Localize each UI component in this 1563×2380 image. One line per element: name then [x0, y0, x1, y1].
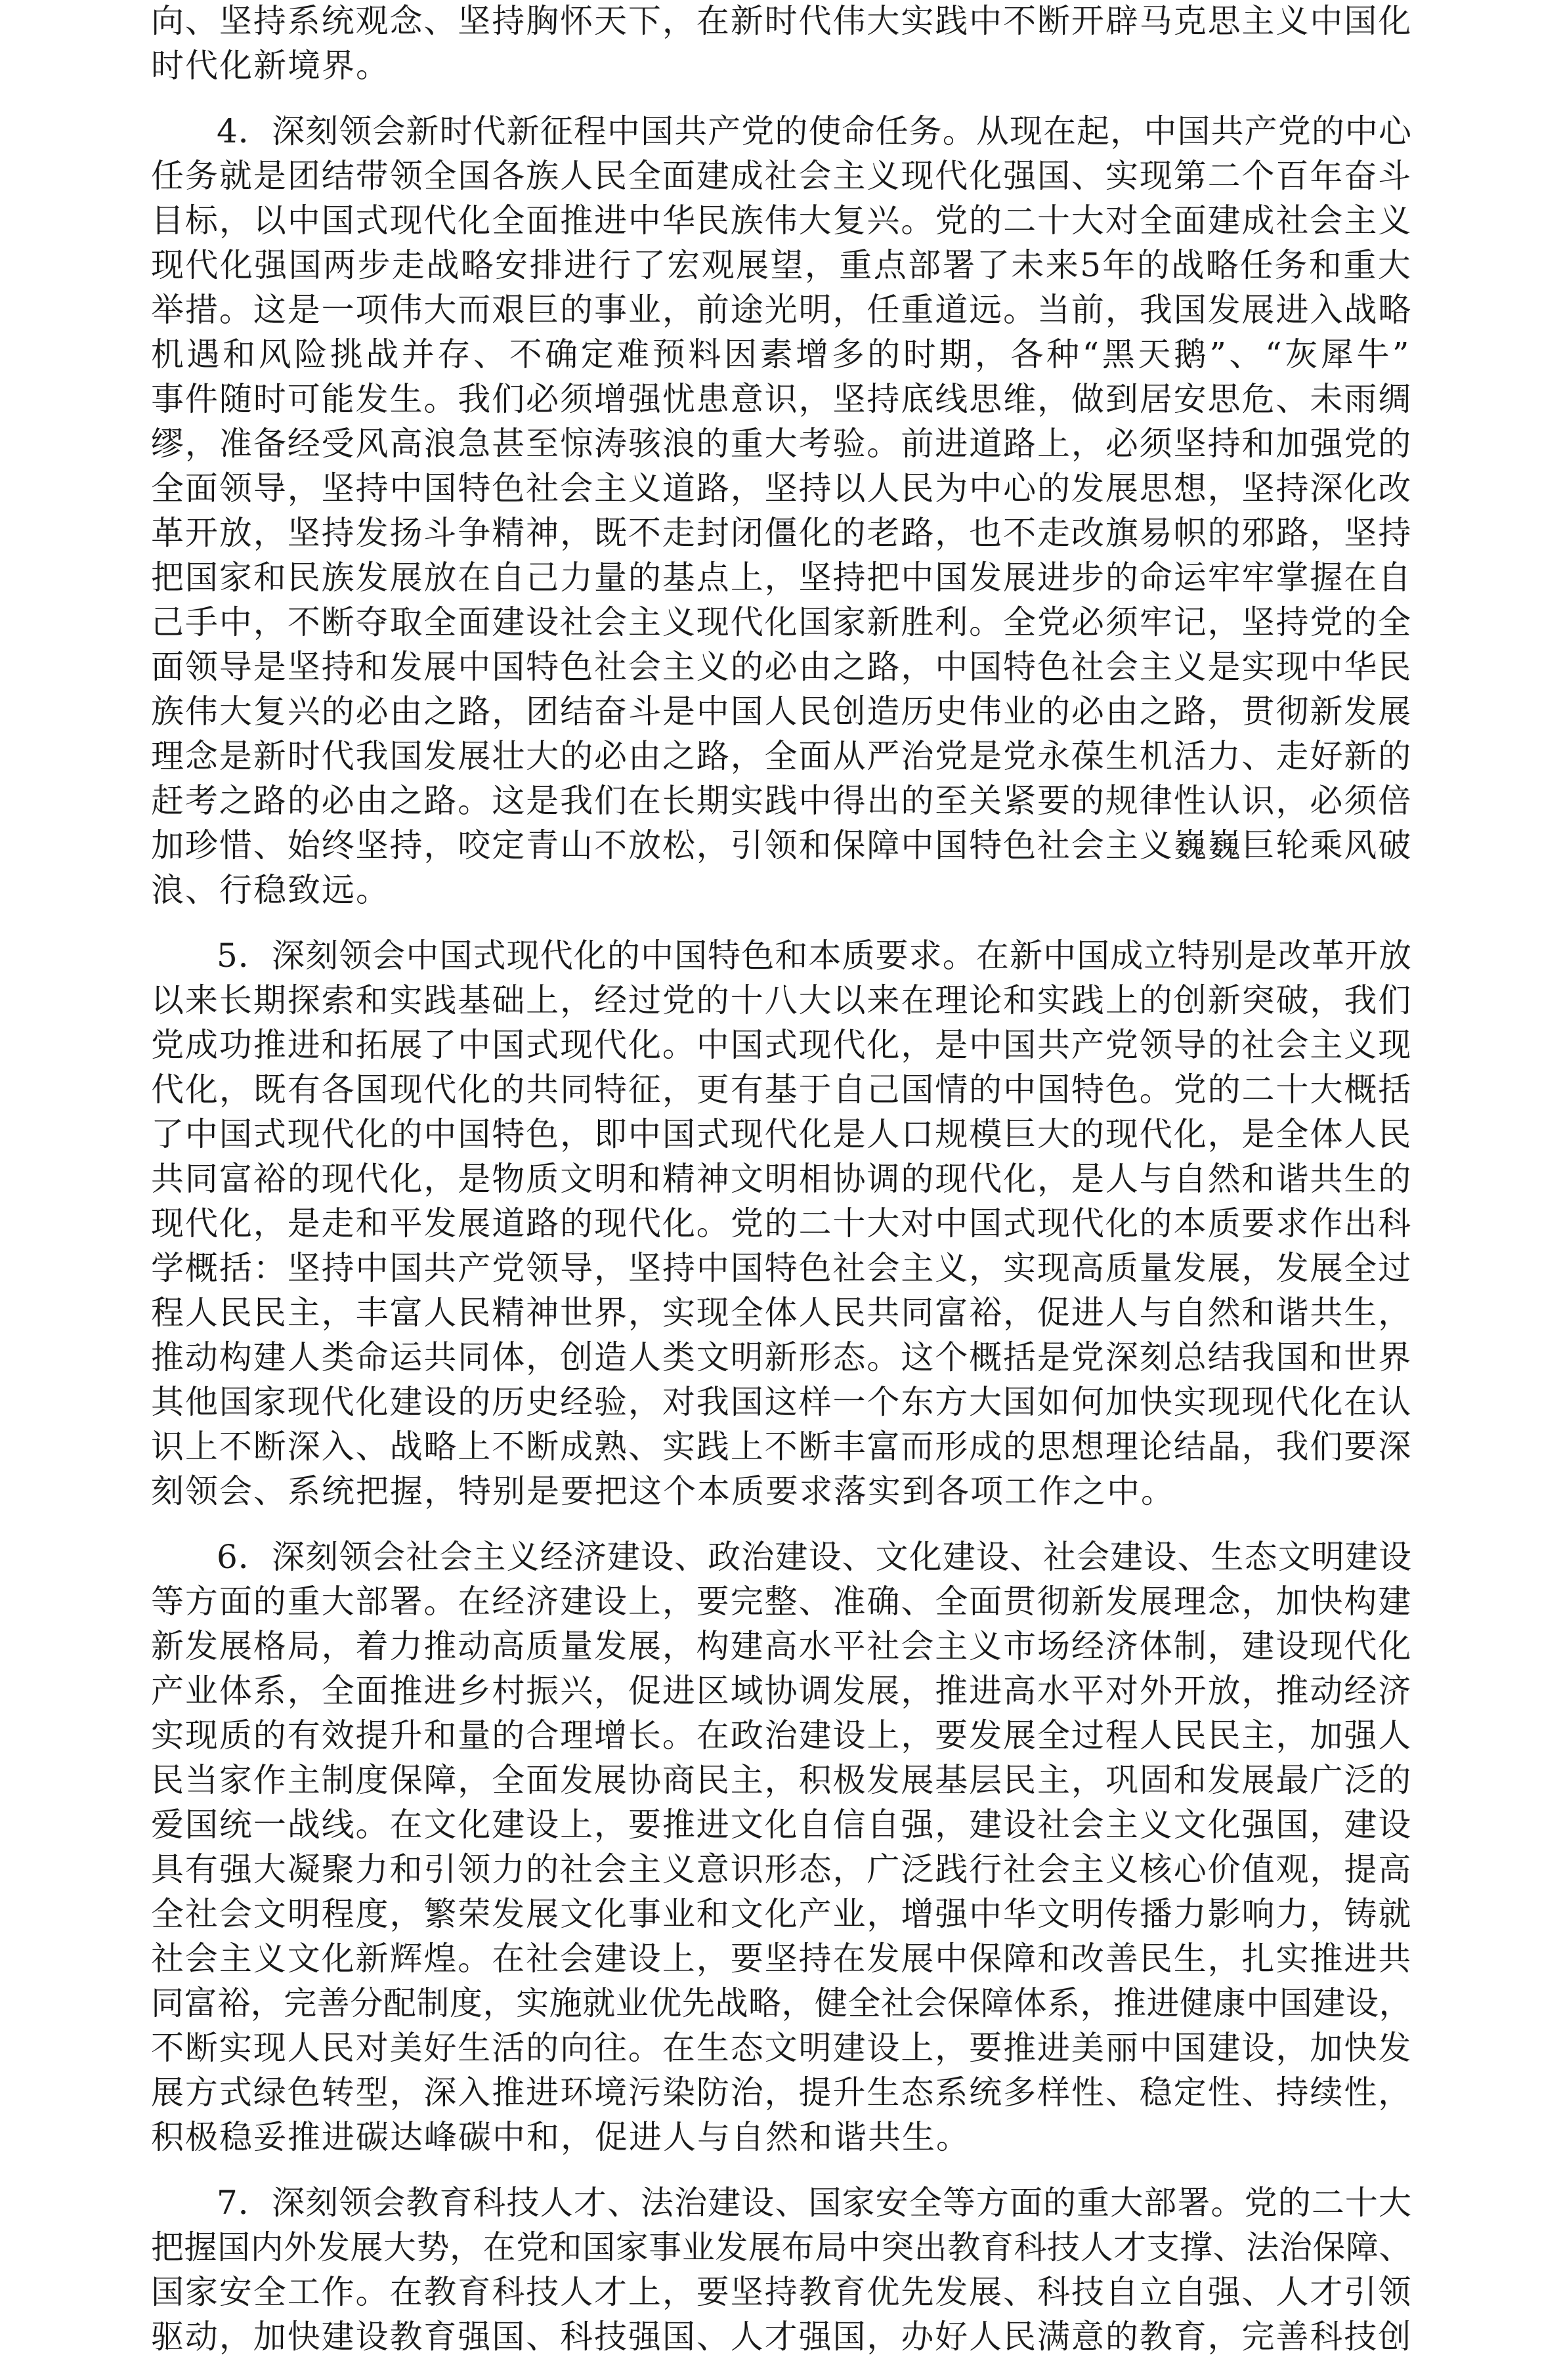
text-line: 展方式绿色转型，深入推进环境污染防治，提升生态系统多样性、稳定性、持续性，	[151, 2073, 1412, 2112]
text-line: 程人民民主，丰富人民精神世界，实现全体人民共同富裕，促进人与自然和谐共生，	[151, 1294, 1412, 1332]
text-line: 理念是新时代我国发展壮大的必由之路，全面从严治党是党永葆生机活力、走好新的	[151, 737, 1412, 775]
text-line: 刻领会、系统把握，特别是要把这个本质要求落实到各项工作之中。	[151, 1472, 1175, 1510]
text-line: 7．深刻领会教育科技人才、法治建设、国家安全等方面的重大部署。党的二十大	[217, 2184, 1412, 2222]
text-line: 己手中，不断夺取全面建设社会主义现代化国家新胜利。全党必须牢记，坚持党的全	[151, 603, 1412, 641]
paragraph-continuation	[151, 0, 1412, 88]
text-line: 社会主义文化新辉煌。在社会建设上，要坚持在发展中保障和改善民生，扎实推进共	[151, 1940, 1412, 1978]
text-line: 机遇和风险挑战并存、不确定难预料因素增多的时期，各种“黑天鹅”、“灰犀牛”	[151, 335, 1412, 373]
text-line: 事件随时可能发生。我们必须增强忧患意识，坚持底线思维，做到居安思危、未雨绸	[151, 380, 1412, 418]
text-line: 缪，准备经受风高浪急甚至惊涛骇浪的重大考验。前进道路上，必须坚持和加强党的	[151, 425, 1412, 463]
text-line: 任务就是团结带领全国各族人民全面建成社会主义现代化强国、实现第二个百年奋斗	[151, 157, 1412, 195]
text-line: 推动构建人类命运共同体，创造人类文明新形态。这个概括是党深刻总结我国和世界	[151, 1338, 1412, 1376]
text-line: 革开放，坚持发扬斗争精神，既不走封闭僵化的老路，也不走改旗易帜的邪路，坚持	[151, 514, 1412, 552]
text-line: 代化，既有各国现代化的共同特征，更有基于自己国情的中国特色。党的二十大概括	[151, 1071, 1412, 1109]
text-line: 积极稳妥推进碳达峰碳中和，促进人与自然和谐共生。	[151, 2118, 970, 2156]
text-line: 国家安全工作。在教育科技人才上，要坚持教育优先发展、科技自立自强、人才引领	[151, 2273, 1412, 2311]
text-line: 共同富裕的现代化，是物质文明和精神文明相协调的现代化，是人与自然和谐共生的	[151, 1160, 1412, 1198]
paragraph-4	[151, 109, 1412, 912]
text-line: 赶考之路的必由之路。这是我们在长期实践中得出的至关紧要的规律性认识，必须倍	[151, 782, 1412, 820]
text-line: 族伟大复兴的必由之路，团结奋斗是中国人民创造历史伟业的必由之路，贯彻新发展	[151, 692, 1412, 731]
text-line: 全面领导，坚持中国特色社会主义道路，坚持以人民为中心的发展思想，坚持深化改	[151, 469, 1412, 507]
text-line: 等方面的重大部署。在经济建设上，要完整、准确、全面贯彻新发展理念，加快构建	[151, 1583, 1412, 1621]
text-line: 现代化强国两步走战略安排进行了宏观展望，重点部署了未来5年的战略任务和重大	[151, 246, 1412, 284]
text-line: 面领导是坚持和发展中国特色社会主义的必由之路，中国特色社会主义是实现中华民	[151, 648, 1412, 686]
text-line: 爱国统一战线。在文化建设上，要推进文化自信自强，建设社会主义文化强国，建设	[151, 1806, 1412, 1844]
text-line: 4．深刻领会新时代新征程中国共产党的使命任务。从现在起，中国共产党的中心	[217, 112, 1412, 150]
paragraph-5	[151, 933, 1412, 1514]
text-line: 党成功推进和拓展了中国式现代化。中国式现代化，是中国共产党领导的社会主义现	[151, 1026, 1412, 1064]
text-line: 其他国家现代化建设的历史经验，对我国这样一个东方大国如何加快实现现代化在认	[151, 1383, 1412, 1421]
text-line: 举措。这是一项伟大而艰巨的事业，前途光明，任重道远。当前，我国发展进入战略	[151, 291, 1412, 329]
text-line: 加珍惜、始终坚持，咬定青山不放松，引领和保障中国特色社会主义巍巍巨轮乘风破	[151, 826, 1412, 864]
document-page	[151, 0, 1412, 2380]
text-line: 学概括：坚持中国共产党领导，坚持中国特色社会主义，实现高质量发展，发展全过	[151, 1249, 1412, 1287]
text-line: 产业体系，全面推进乡村振兴，促进区域协调发展，推进高水平对外开放，推动经济	[151, 1672, 1412, 1710]
text-line: 把握国内外发展大势，在党和国家事业发展布局中突出教育科技人才支撑、法治保障、	[151, 2228, 1412, 2266]
text-line: 6．深刻领会社会主义经济建设、政治建设、文化建设、社会建设、生态文明建设	[217, 1538, 1412, 1576]
text-line: 民当家作主制度保障，全面发展协商民主，积极发展基层民主，巩固和发展最广泛的	[151, 1761, 1412, 1799]
text-line: 新发展格局，着力推动高质量发展，构建高水平社会主义市场经济体制，建设现代化	[151, 1627, 1412, 1665]
text-line: 识上不断深入、战略上不断成熟、实践上不断丰富而形成的思想理论结晶，我们要深	[151, 1428, 1412, 1466]
paragraph-6	[151, 1535, 1412, 2159]
paragraph-7	[151, 2180, 1412, 2359]
text-line: 以来长期探索和实践基础上，经过党的十八大以来在理论和实践上的创新突破，我们	[151, 981, 1412, 1019]
text-line: 全社会文明程度，繁荣发展文化事业和文化产业，增强中华文明传播力影响力，铸就	[151, 1895, 1412, 1933]
text-line: 驱动，加快建设教育强国、科技强国、人才强国，办好人民满意的教育，完善科技创	[151, 2318, 1412, 2356]
text-line: 了中国式现代化的中国特色，即中国式现代化是人口规模巨大的现代化，是全体人民	[151, 1115, 1412, 1153]
text-line: 不断实现人民对美好生活的向往。在生态文明建设上，要推进美丽中国建设，加快发	[151, 2029, 1412, 2067]
text-line: 实现质的有效提升和量的合理增长。在政治建设上，要发展全过程人民民主，加强人	[151, 1716, 1412, 1754]
text-line: 把国家和民族发展放在自己力量的基点上，坚持把中国发展进步的命运牢牢掌握在自	[151, 559, 1412, 597]
text-line: 现代化，是走和平发展道路的现代化。党的二十大对中国式现代化的本质要求作出科	[151, 1204, 1412, 1243]
text-line: 向、坚持系统观念、坚持胸怀天下，在新时代伟大实践中不断开辟马克思主义中国化	[151, 2, 1412, 40]
text-line: 浪、行稳致远。	[151, 871, 390, 909]
text-line: 5．深刻领会中国式现代化的中国特色和本质要求。在新中国成立特别是改革开放	[217, 937, 1412, 975]
text-line: 目标，以中国式现代化全面推进中华民族伟大复兴。党的二十大对全面建成社会主义	[151, 202, 1412, 240]
text-line: 同富裕，完善分配制度，实施就业优先战略，健全社会保障体系，推进健康中国建设，	[151, 1984, 1412, 2022]
text-line: 时代化新境界。	[151, 47, 390, 85]
text-line: 具有强大凝聚力和引领力的社会主义意识形态，广泛践行社会主义核心价值观，提高	[151, 1850, 1412, 1888]
